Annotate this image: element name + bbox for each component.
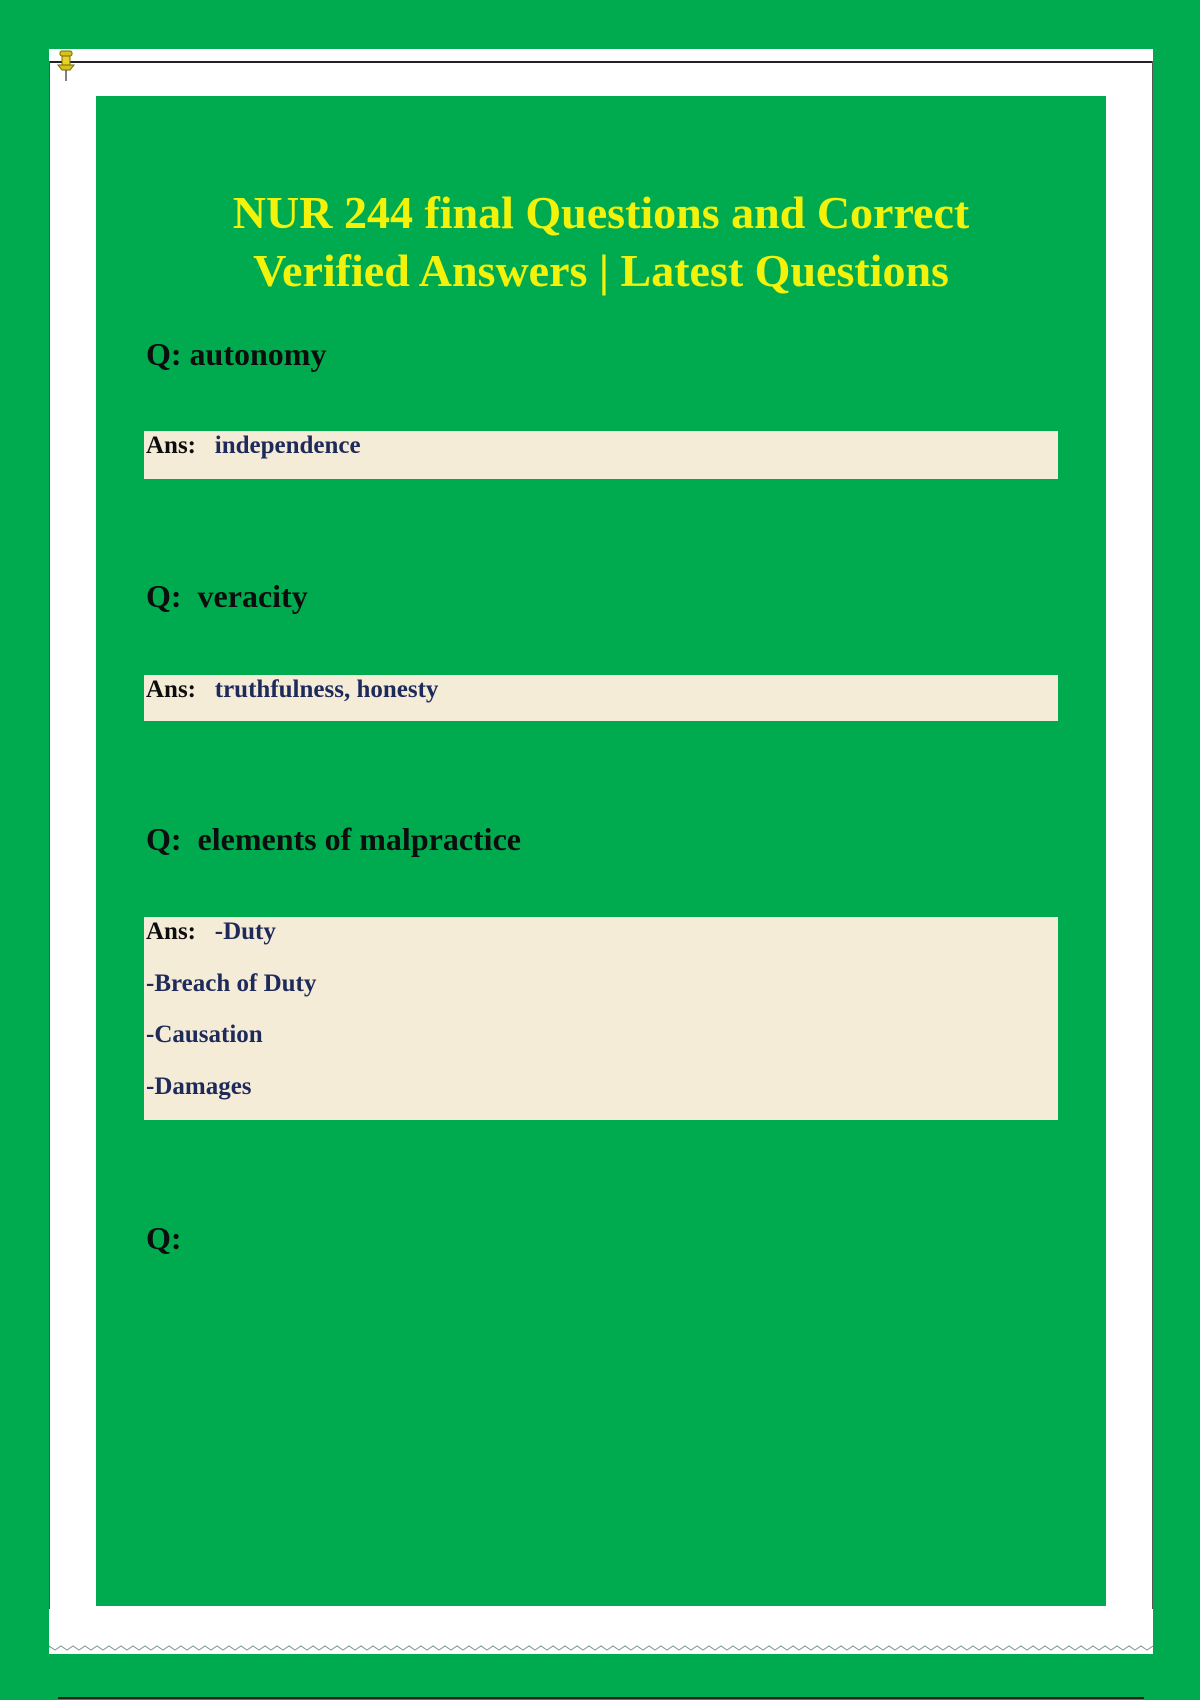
answer-3-line-1 [146,917,276,947]
document-title [96,184,1106,300]
torn-page-edge [49,1636,1153,1654]
answer-3-line-3: -Causation [146,1021,263,1048]
question-2: Q: veracity [146,578,308,614]
answer-2-line-1 [146,675,438,705]
question-3: Q: elements of malpractice [146,821,521,857]
answer-text: truthfulness, honesty [214,676,439,703]
answer-label: Ans: [146,432,197,459]
answer-box-2 [144,675,1058,721]
answer-label: Ans: [146,676,197,703]
answer-text: independence [214,432,361,459]
page-left-border [49,61,50,1609]
answer-box-1 [144,431,1058,479]
question-1: Q: autonomy [146,336,327,372]
content-panel [96,96,1106,1606]
answer-3-line-4: -Damages [146,1073,252,1100]
title-line-2: Verified Answers | Latest Questions [253,245,949,296]
bottom-rule [58,1697,1144,1699]
answer-box-3 [144,917,1058,1120]
answer-label: Ans: [146,918,197,945]
page-right-border [1152,61,1153,1609]
answer-3-line-2: -Breach of Duty [146,970,317,997]
question-4: Q: [146,1220,182,1256]
pushpin-icon [56,50,76,82]
answer-1-line-1 [146,431,361,461]
answer-text: -Duty [214,918,276,945]
page-top-border [49,61,1153,63]
title-line-1: NUR 244 final Questions and Correct [232,187,970,238]
